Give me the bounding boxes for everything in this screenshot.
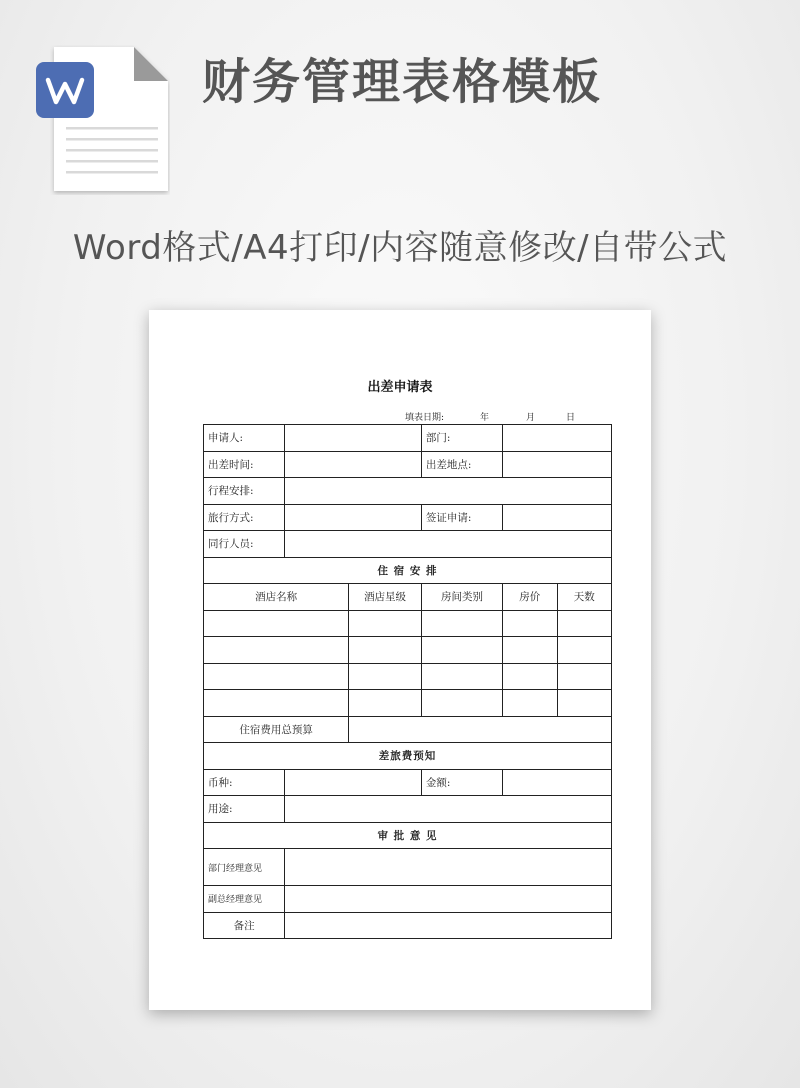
remarks-label: 备注 <box>204 912 285 939</box>
travel-mode-label: 旅行方式: <box>204 504 285 531</box>
table-row <box>204 743 612 770</box>
department-field[interactable] <box>503 425 612 452</box>
lodging-budget-label: 住宿费用总预算 <box>204 716 349 743</box>
form-title: 出差申请表 <box>367 380 433 395</box>
trip-location-label: 出差地点: <box>421 451 502 478</box>
amount-label: 金额: <box>421 769 502 796</box>
table-row <box>204 912 612 939</box>
itinerary-field[interactable] <box>285 478 612 505</box>
deputy-gm-opinion-label: 副总经理意见 <box>204 886 285 913</box>
trip-time-label: 出差时间: <box>204 451 285 478</box>
itinerary-label: 行程安排: <box>204 478 285 505</box>
trip-time-field[interactable] <box>285 451 422 478</box>
document-preview <box>149 310 651 1010</box>
date-day: 日 <box>566 413 576 423</box>
column-header-hotel-stars: 酒店星级 <box>349 584 422 611</box>
companions-label: 同行人员: <box>204 531 285 558</box>
table-row <box>204 637 612 664</box>
hotel-name-cell[interactable] <box>204 690 349 717</box>
table-row <box>204 557 612 584</box>
room-type-cell[interactable] <box>421 663 502 690</box>
expenses-section-title: 差旅费预知 <box>204 743 612 770</box>
table-row <box>204 610 612 637</box>
days-cell[interactable] <box>557 637 611 664</box>
hotel-stars-cell[interactable] <box>349 637 422 664</box>
room-rate-cell[interactable] <box>503 610 557 637</box>
room-rate-cell[interactable] <box>503 663 557 690</box>
dept-manager-opinion-field[interactable] <box>285 849 612 886</box>
days-cell[interactable] <box>557 610 611 637</box>
travel-mode-field[interactable] <box>285 504 422 531</box>
column-header-room-rate: 房价 <box>503 584 557 611</box>
dept-manager-opinion-label: 部门经理意见 <box>204 849 285 886</box>
table-row <box>204 716 612 743</box>
department-label: 部门: <box>421 425 502 452</box>
visa-field[interactable] <box>503 504 612 531</box>
table-row <box>204 425 612 452</box>
amount-field[interactable] <box>503 769 612 796</box>
table-row <box>204 849 612 886</box>
table-row <box>204 822 612 849</box>
table-row <box>204 478 612 505</box>
column-header-room-type: 房间类别 <box>421 584 502 611</box>
table-header-row <box>204 584 612 611</box>
currency-field[interactable] <box>285 769 422 796</box>
room-type-cell[interactable] <box>421 637 502 664</box>
table-row <box>204 531 612 558</box>
hotel-stars-cell[interactable] <box>349 690 422 717</box>
applicant-field[interactable] <box>285 425 422 452</box>
deputy-gm-opinion-field[interactable] <box>285 886 612 913</box>
room-type-cell[interactable] <box>421 690 502 717</box>
days-cell[interactable] <box>557 663 611 690</box>
purpose-label: 用途: <box>204 796 285 823</box>
currency-label: 币种: <box>204 769 285 796</box>
remarks-field[interactable] <box>285 912 612 939</box>
room-rate-cell[interactable] <box>503 637 557 664</box>
room-rate-cell[interactable] <box>503 690 557 717</box>
date-year: 年 <box>480 413 490 423</box>
lodging-budget-field[interactable] <box>349 716 612 743</box>
trip-location-field[interactable] <box>503 451 612 478</box>
table-row <box>204 796 612 823</box>
column-header-days: 天数 <box>557 584 611 611</box>
table-row <box>204 663 612 690</box>
hotel-stars-cell[interactable] <box>349 663 422 690</box>
table-row <box>204 504 612 531</box>
table-row <box>204 690 612 717</box>
table-row <box>204 886 612 913</box>
hotel-name-cell[interactable] <box>204 637 349 664</box>
column-header-hotel-name: 酒店名称 <box>204 584 349 611</box>
approval-section-title: 审 批 意 见 <box>204 822 612 849</box>
travel-application-table <box>203 424 612 939</box>
hotel-stars-cell[interactable] <box>349 610 422 637</box>
purpose-field[interactable] <box>285 796 612 823</box>
days-cell[interactable] <box>557 690 611 717</box>
date-month: 月 <box>526 413 536 423</box>
room-type-cell[interactable] <box>421 610 502 637</box>
lodging-section-title: 住 宿 安 排 <box>204 557 612 584</box>
hotel-name-cell[interactable] <box>204 663 349 690</box>
table-row <box>204 451 612 478</box>
table-row <box>204 769 612 796</box>
applicant-label: 申请人: <box>204 425 285 452</box>
hotel-name-cell[interactable] <box>204 610 349 637</box>
word-badge-icon <box>36 62 94 118</box>
page-subtitle: Word格式/A4打印/内容随意修改/自带公式 <box>72 228 728 268</box>
fill-date-label: 填表日期: <box>405 413 445 423</box>
companions-field[interactable] <box>285 531 612 558</box>
visa-label: 签证申请: <box>421 504 502 531</box>
page-title: 财务管理表格模板 <box>202 54 603 110</box>
